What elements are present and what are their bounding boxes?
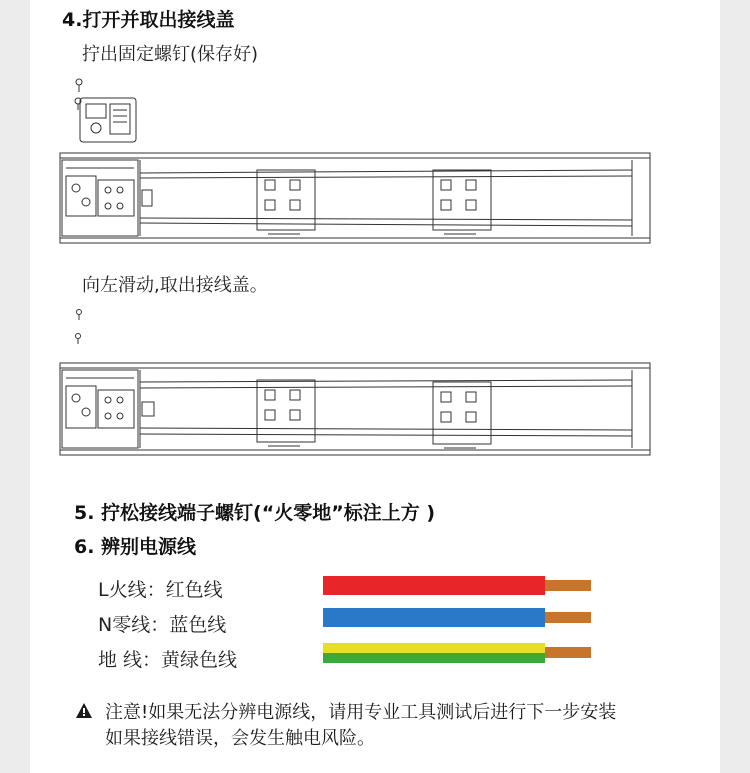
warning-line-1: 注意!如果无法分辨电源线，请用专业工具测试后进行下一步安装 [105,702,617,723]
step4-instruction-slide: 向左滑动,取出接线盖。 [82,275,268,296]
wire-label-ground: 地 线：黄绿色线 [98,649,238,671]
wire-label-live: L火线：红色线 [98,579,223,601]
wire-label-neutral: N零线：蓝色线 [98,614,227,636]
step4-instruction-unscrew: 拧出固定螺钉(保存好) [82,44,259,65]
step6-title: 6. 辨别电源线 [74,536,197,558]
step5-title: 5. 拧松接线端子螺钉(“火零地”标注上方 ) [74,502,436,524]
wire-ground [323,643,591,663]
warning-line-2: 如果接线错误，会发生触电风险。 [105,728,375,749]
wire-live [323,576,591,595]
step4-title: 4.打开并取出接线盖 [62,9,235,31]
wire-neutral [323,608,591,627]
warning-triangle-icon [75,702,93,719]
